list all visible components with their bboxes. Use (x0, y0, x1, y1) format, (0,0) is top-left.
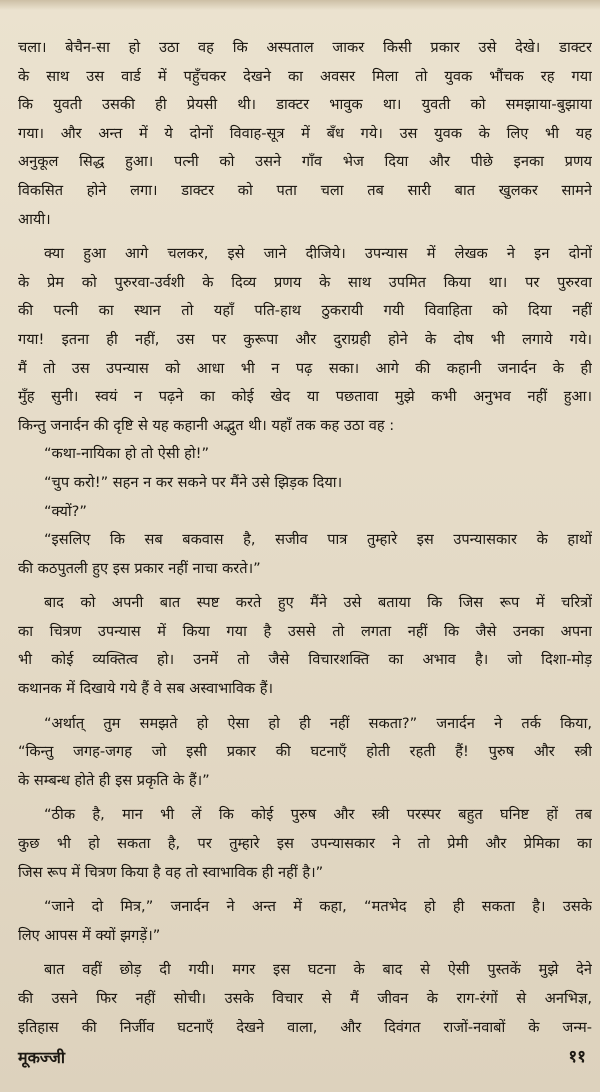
dialogue-line: “क्यों?” (44, 502, 87, 520)
text-line: “जाने दो मित्र,” जनार्दन ने अन्त में कहा, “मतभेद हो ही सकता है। उसके (44, 898, 592, 916)
text-line: गया! इतना ही नहीं, उस पर कुरूपा और दुराग्रही होने के दोष भी लगाये गये। (18, 330, 592, 348)
text-line: की कठपुतली हुए इस प्रकार नहीं नाचा करते।” (18, 559, 261, 577)
text-line: “ठीक है, मान भी लें कि कोई पुरुष और स्त्री परस्पर बहुत घनिष्ट हों तब (44, 806, 592, 824)
text-line: बाद को अपनी बात स्पष्ट करते हुए मैंने उसे बताया कि जिस रूप में चरित्रों (44, 594, 592, 612)
text-line: मैं तो उस उपन्यास को आधा भी न पढ़ सका। आगे की कहानी जनार्दन के ही (18, 359, 592, 377)
text-line: भी कोई व्यक्तित्व हो। उनमें तो जैसे विचारशक्ति का अभाव है। जो दिशा-मोड़ (18, 651, 592, 669)
top-edge-shadow (0, 0, 600, 10)
running-title: मूकज्जी (18, 1048, 66, 1067)
text-line: लिए आपस में क्यों झगड़ें।” (18, 926, 161, 944)
body-text (18, 34, 592, 1042)
text-line: गया। और अन्त में ये दोनों विवाह-सूत्र में बँध गये। उस युवक के लिए भी यह (18, 124, 592, 142)
dialogue-line: “इसलिए कि सब बकवास है, सजीव पात्र तुम्हारे इस उपन्यासकार के हाथों (44, 531, 592, 549)
text-line: “अर्थात् तुम समझते हो ऐसा हो ही नहीं सकता?” जनार्दन ने तर्क किया, (44, 714, 592, 732)
text-line: की पत्नी का स्थान तो यहाँ पति-हाथ ठुकरायी गयी विवाहिता को दिया नहीं (18, 302, 592, 320)
text-line: चला। बेचैन-सा हो उठा वह कि अस्पताल जाकर किसी प्रकार उसे देखे। डाक्टर (18, 39, 592, 56)
text-line: इतिहास की निर्जीव घटनाएँ देखने वाला, और दिवंगत राजों-नवाबों के जन्म- (18, 1018, 592, 1036)
text-line: अनुकूल सिद्ध हुआ। पत्नी को उसने गाँव भेज दिया और पीछे इनका प्रणय (18, 153, 592, 171)
page-number: ११ (568, 1047, 586, 1067)
text-line: की उसने फिर नहीं सोची। उसके विचार से मैं जीवन के राग-रंगों से अनभिज्ञ, (18, 990, 592, 1007)
page-footer (18, 1040, 586, 1074)
text-line: क्या हुआ आगे चलकर, इसे जाने दीजिये। उपन्यास में लेखक ने इन दोनों (44, 245, 592, 263)
text-line: के साथ उस वार्ड में पहुँचकर देखने का अवसर मिला तो युवक भौंचक रह गया (18, 67, 592, 85)
text-line: मुँह सुनी। स्वयं न पढ़ने का कोई खेद या पछतावा मुझे कभी अनुभव नहीं हुआ। (18, 388, 592, 406)
text-line: कि युवती उसकी ही प्रेयसी थी। डाक्टर भावुक था। युवती को समझाया-बुझाया (18, 96, 592, 114)
text-line: के सम्बन्ध होते ही इस प्रकृति के हैं।” (18, 771, 210, 789)
text-line: जिस रूप में चित्रण किया है वह तो स्वाभाविक ही नहीं है।” (18, 863, 324, 881)
text-line: के प्रेम को पुरुरवा-उर्वशी के दिव्य प्रणय के साथ उपमित किया था। पर पुरुरवा (18, 273, 592, 291)
text-line: कथानक में दिखाये गये हैं वे सब अस्वाभाविक हैं। (18, 680, 274, 698)
dialogue-line: “चुप करो!” सहन न कर सकने पर मैंने उसे झिड़क दिया। (44, 473, 343, 491)
dialogue-line: “कथा-नायिका हो तो ऐसी हो!” (44, 445, 210, 463)
text-line: बात वहीं छोड़ दी गयी। मगर इस घटना के बाद से ऐसी पुस्तकें मुझे देने (44, 961, 592, 979)
text-line: किन्तु जनार्दन की दृष्टि से यह कहानी अद्भुत थी। यहाँ तक कह उठा वह : (18, 416, 395, 434)
text-line: का चित्रण उपन्यास में किया गया है उससे तो लगता नहीं कि जैसे उनका अपना (18, 622, 592, 640)
text-line: कुछ भी हो सकता है, पर तुम्हारे इस उपन्यासकार ने तो प्रेमी और प्रेमिका का (18, 835, 592, 853)
text-line: विकसित होने लगा। डाक्टर को पता चला तब सारी बात खुलकर सामने (18, 181, 592, 199)
text-line: आयी। (18, 210, 51, 228)
text-line: “किन्तु जगह-जगह जो इसी प्रकार की घटनाएँ होती रहती हैं! पुरुष और स्त्री (18, 743, 592, 761)
